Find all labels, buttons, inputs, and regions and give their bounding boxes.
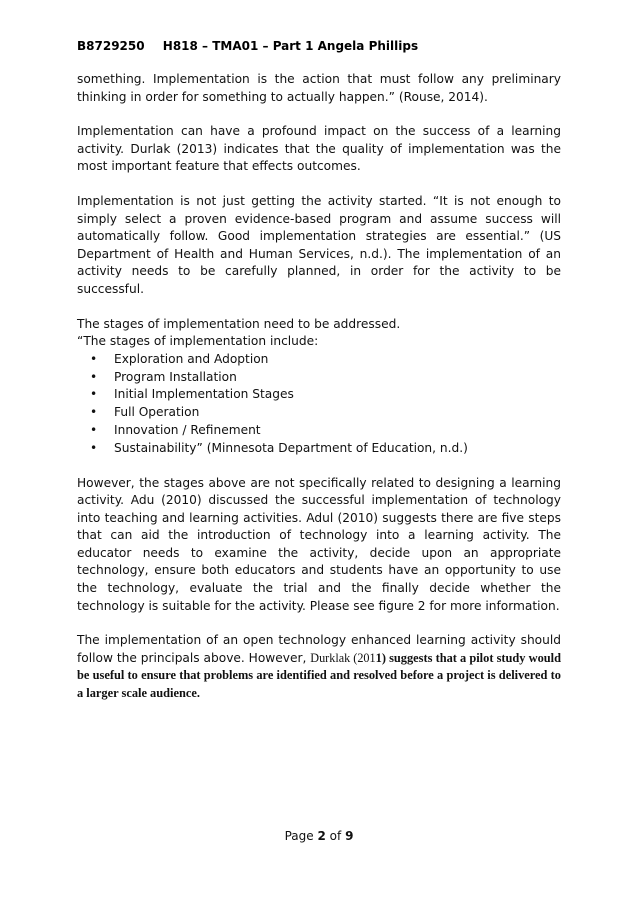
paragraph-6-bold: 1) suggests that a pilot study would be useful to ensure that problems are identified and resolved before a project is delivered to a larger scale audience. — [77, 650, 561, 701]
bullet-icon: • — [90, 351, 98, 366]
paragraph-6-citation: Durklak (201 — [310, 650, 376, 665]
bullet-icon: • — [90, 440, 98, 455]
paragraph-2: Implementation can have a profound impact on the success of a learning activity. Durlak (2013) indicates that the quality of implementation was the most important feature that effects outcomes. — [77, 124, 561, 174]
stage-label: Innovation / Refinement — [114, 422, 261, 437]
stage-label: Full Operation — [114, 405, 200, 420]
stage-label: Exploration and Adoption — [114, 351, 269, 366]
page-body — [77, 71, 561, 703]
bullet-icon: • — [90, 422, 98, 437]
list-item — [77, 386, 561, 404]
student-id: B8729250 — [77, 39, 145, 53]
page-header — [77, 39, 418, 53]
stages-list — [77, 351, 561, 458]
bullet-icon: • — [90, 369, 98, 384]
list-item — [77, 404, 561, 422]
paragraph-3: Implementation is not just getting the activity started. “It is not enough to simply select a proven evidence-based program and assume success will automatically follow. Good implementation strategies are essential.” (US Department of Health and Human Services, n.d.). The implementation of an activity needs to be carefully planned, in order for the activity to be successful. — [77, 193, 561, 296]
total-pages-number: 9 — [345, 829, 354, 843]
bullet-icon: • — [90, 387, 98, 402]
course-title: H818 – TMA01 – Part 1 Angela Phillips — [162, 39, 419, 53]
paragraph-5: However, the stages above are not specifically related to designing a learning activity. Adu (2010) discussed the successful implementation of technology into teaching and learning activities. Adul (2010) suggests there are five steps that can aid the introduction of technology into a learning activity. The educator needs to examine the activity, decide upon an appropriate technology, ensure both educators and students have an opportunity to use the technology, evaluate the trial and the finally decide whether the technology is suitable for the activity. Please see figure 2 for more information. — [77, 475, 561, 613]
stages-intro-line-1: The stages of implementation need to be addressed. — [77, 316, 401, 331]
paragraph-1: something. Implementation is the action that must follow any preliminary thinking in order for something to actually happen.” (Rouse, 2014). — [77, 72, 561, 104]
stages-intro-line-2: “The stages of implementation include: — [77, 334, 319, 349]
list-item — [77, 440, 561, 458]
list-item — [77, 351, 561, 369]
stages-intro — [77, 316, 561, 351]
list-item — [77, 369, 561, 387]
current-page-number: 2 — [317, 829, 326, 843]
stage-label: Initial Implementation Stages — [114, 387, 294, 402]
list-item — [77, 422, 561, 440]
paragraph-6 — [77, 632, 561, 702]
page-footer — [0, 829, 638, 843]
bullet-icon: • — [90, 405, 98, 420]
stage-label: Program Installation — [114, 369, 237, 384]
paragraph-6-lead: The implementation of an open technology enhanced learning activity should follow the principals above. However, — [77, 633, 561, 665]
of-word: of — [329, 829, 342, 843]
stage-label: Sustainability” (Minnesota Department of Education, n.d.) — [114, 440, 468, 455]
page-word: Page — [284, 829, 314, 843]
